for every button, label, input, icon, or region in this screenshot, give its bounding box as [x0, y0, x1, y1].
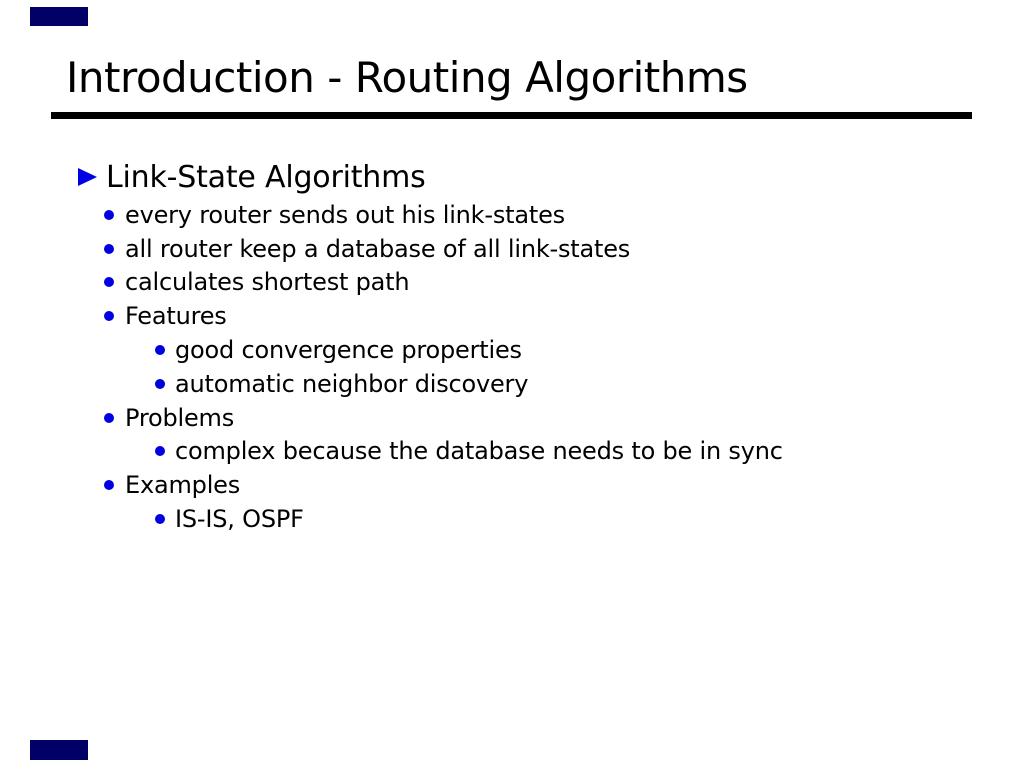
dot-bullet-icon [104, 210, 114, 220]
list-item [0, 367, 1024, 401]
list-item [0, 198, 1024, 232]
list-item-label: complex because the database needs to be in sync [175, 437, 783, 466]
bullet-list [0, 156, 1024, 536]
list-item-label: Link-State Algorithms [106, 159, 426, 195]
list-item [0, 232, 1024, 266]
dot-bullet-icon [104, 480, 114, 490]
dot-bullet-icon [155, 379, 165, 389]
list-item [0, 401, 1024, 435]
list-item-label: automatic neighbor discovery [175, 369, 529, 398]
list-item [0, 156, 1024, 198]
list-item [0, 266, 1024, 300]
list-item [0, 299, 1024, 333]
dot-bullet-icon [155, 514, 165, 524]
title-underline [51, 112, 972, 119]
list-item-label: Examples [125, 471, 241, 500]
corner-decoration-bottom [30, 740, 88, 760]
list-item-label: calculates shortest path [125, 268, 410, 297]
dot-bullet-icon [104, 311, 114, 321]
list-item-label: IS-IS, OSPF [175, 505, 304, 534]
list-item [0, 502, 1024, 536]
dot-bullet-icon [155, 446, 165, 456]
dot-bullet-icon [104, 244, 114, 254]
page-title: Introduction - Routing Algorithms [66, 53, 748, 102]
dot-bullet-icon [104, 277, 114, 287]
corner-decoration-top [30, 7, 88, 26]
list-item [0, 333, 1024, 367]
list-item-label: every router sends out his link-states [125, 200, 565, 229]
dot-bullet-icon [155, 345, 165, 355]
list-item [0, 435, 1024, 469]
triangle-bullet-icon [78, 168, 97, 186]
list-item-label: Problems [125, 403, 235, 432]
list-item-label: all router keep a database of all link-states [125, 234, 631, 263]
list-item-label: Features [125, 302, 227, 331]
list-item-label: good convergence properties [175, 336, 522, 365]
list-item [0, 468, 1024, 502]
dot-bullet-icon [104, 413, 114, 423]
